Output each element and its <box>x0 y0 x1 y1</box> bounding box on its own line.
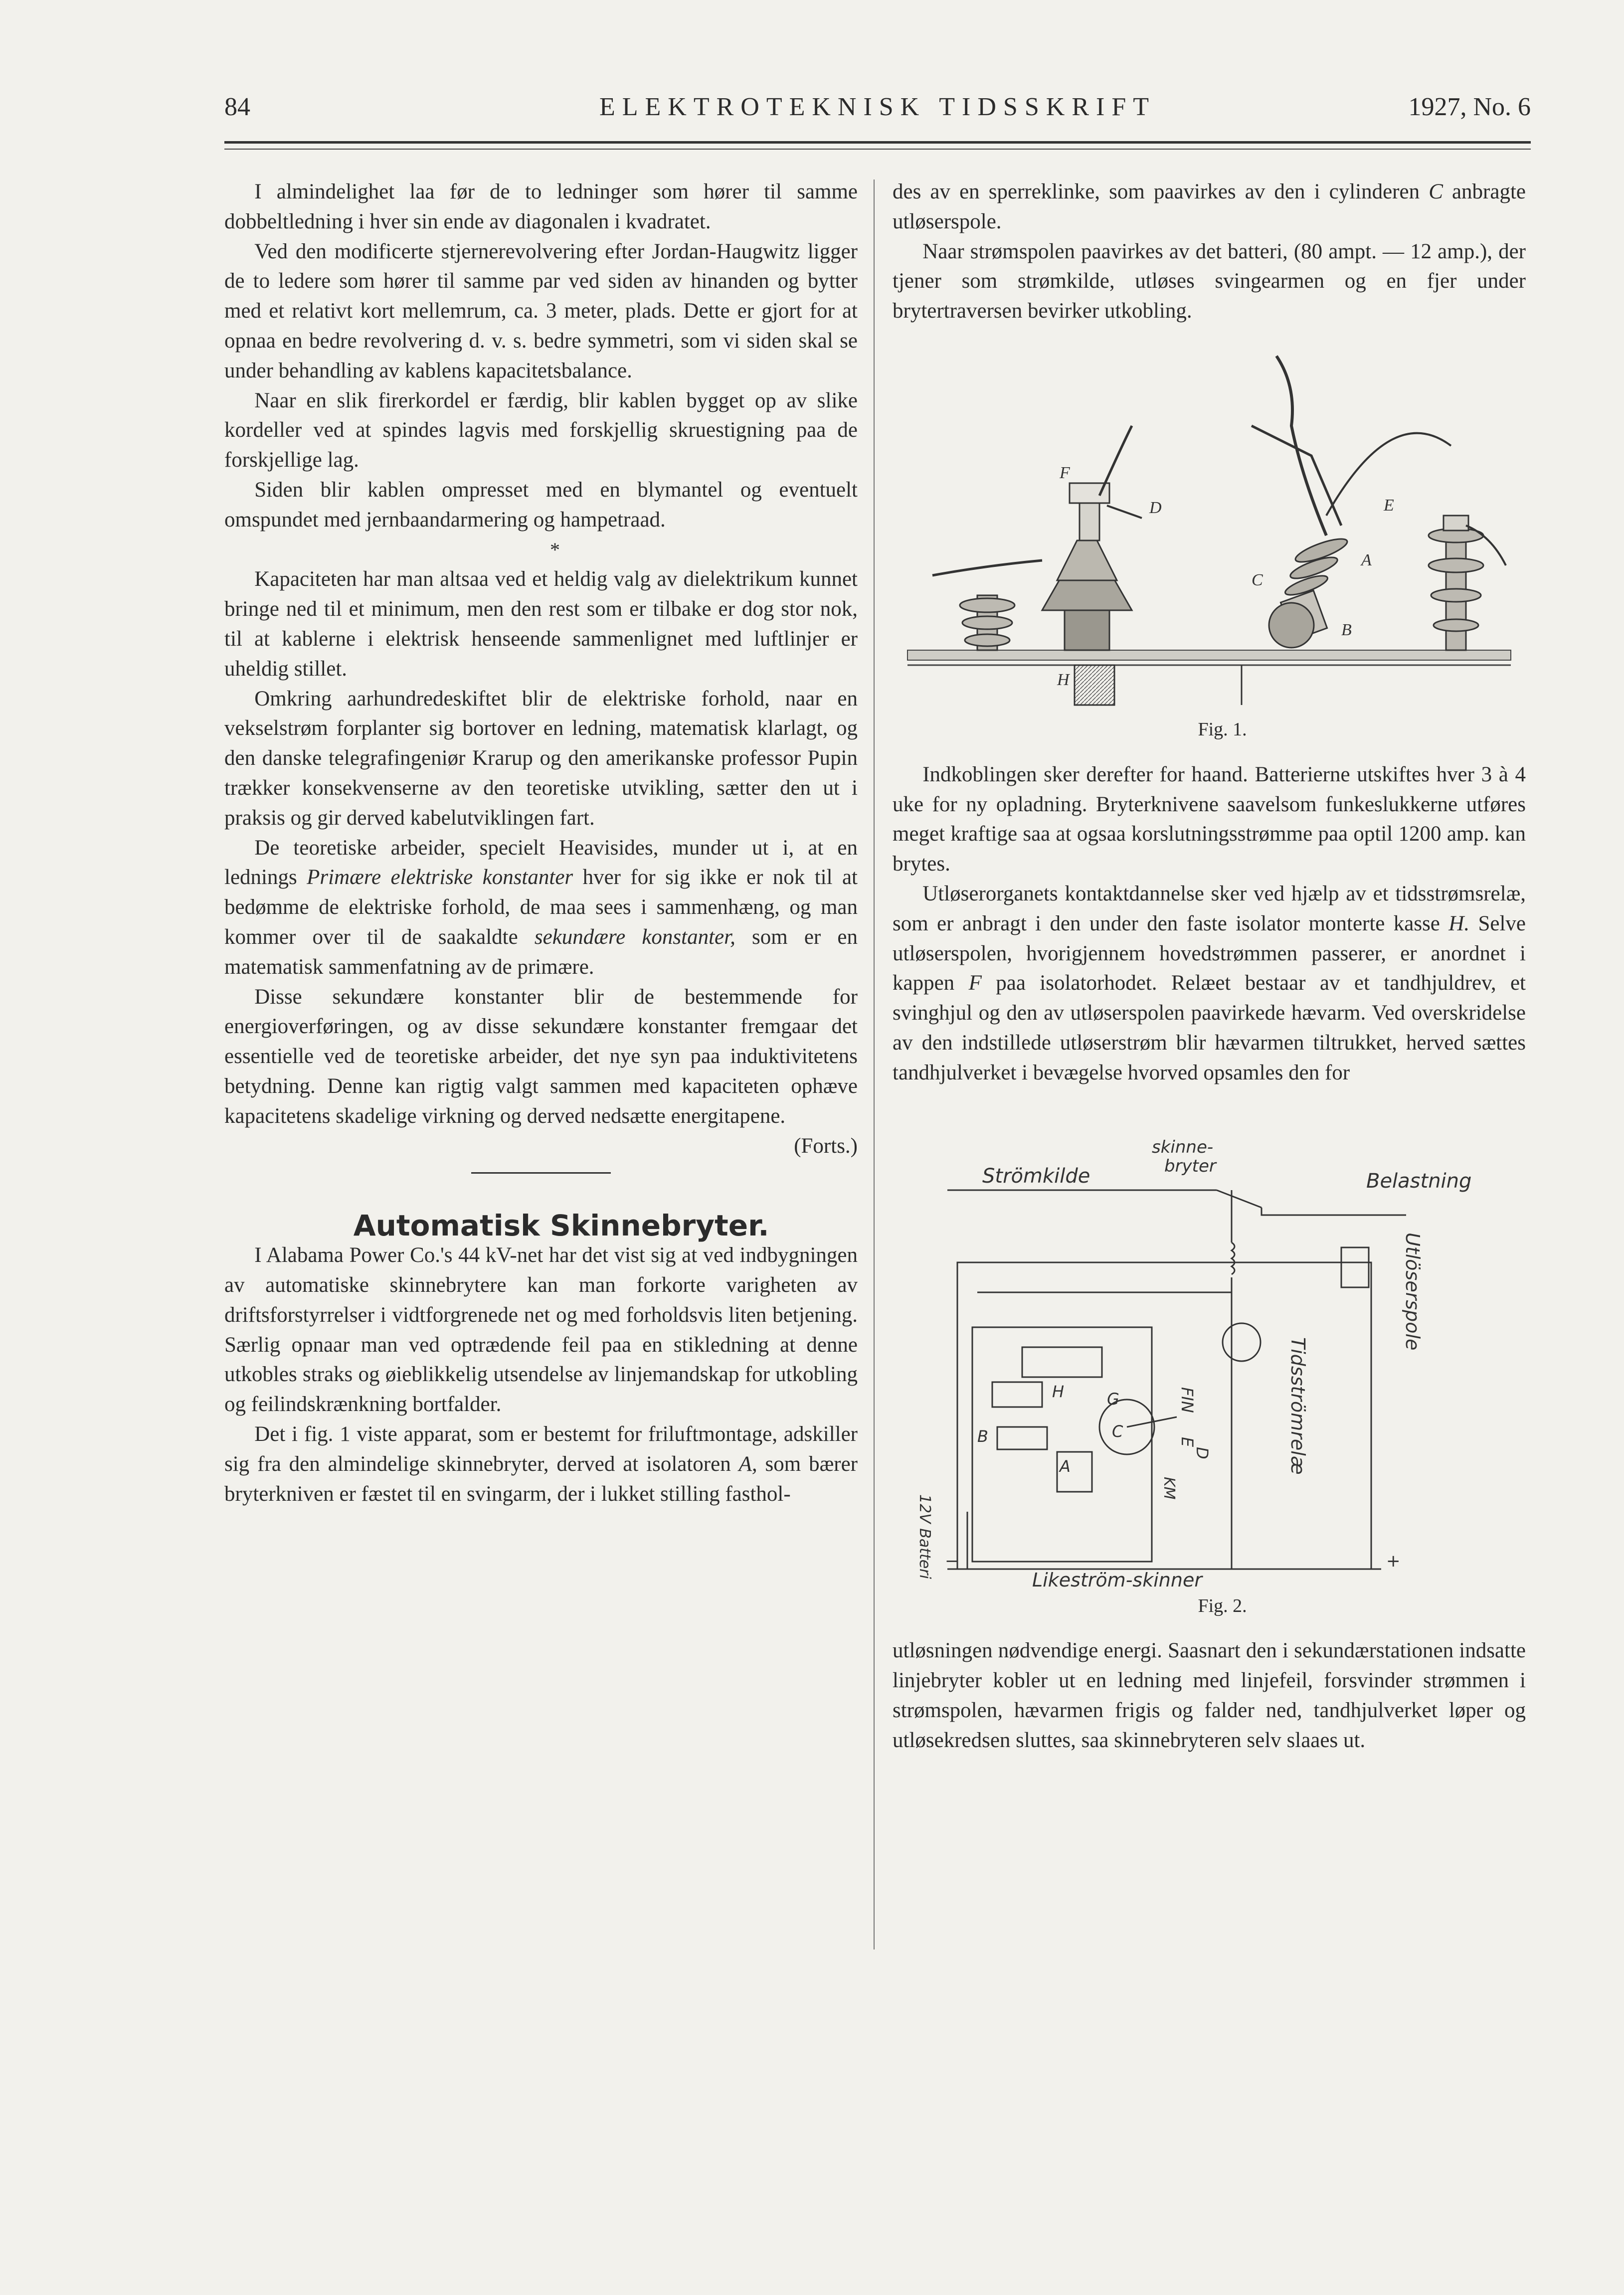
fig2-label-b: B <box>977 1426 988 1446</box>
fig2-label-stromkilde: Strömkilde <box>982 1164 1090 1188</box>
figure-1 <box>893 326 1526 745</box>
paragraph <box>893 879 1526 1088</box>
paragraph <box>893 177 1526 237</box>
fig2-label-belastning: Belastning <box>1366 1169 1472 1193</box>
fig2-label-utloserspole: Utlöserspole <box>1402 1232 1424 1350</box>
fig1-label-c: C <box>1252 570 1263 589</box>
fig2-label-likestrom: Likeström-skinner <box>1032 1569 1202 1591</box>
fig2-label-batteri: 12V Batteri <box>916 1494 933 1579</box>
figure-1-caption: Fig. 1. <box>1198 718 1247 740</box>
paragraph: Omkring aarhundredeskiftet blir de elektriske forhold, naar en vekselstrøm forplanter sig bortover en ledning, matematisk klarlagt, og den danske telegrafingeniør Krarup og den amerikanske professor Pupin trækker konsekvenserne av den teoretiske utvikling, sætter den ut i praksis og gir derved kabelutviklingen fart. <box>224 687 858 830</box>
paragraph: Naar strømspolen paavirkes av det batteri, (80 ampt. — 12 amp.), der tjener som strømkilde, utløses svingearmen og en fjer under brytertraversen bevirker utkobling. <box>893 239 1526 323</box>
emphasis: Primære elektriske konstanter <box>307 866 573 889</box>
paragraph <box>224 982 858 1158</box>
issue-number: 1927, No. 6 <box>1408 93 1531 121</box>
column-divider <box>874 179 875 1949</box>
header-rule-thin <box>224 149 1531 150</box>
paragraph: utløsningen nødvendige energi. Saasnart den i sekundærstationen indsatte linjebryter kobler ut en ledning med linjefeil, forsvinder strømmen i strømspolen, hævarmen frigis og falder ned, tandhjulverket løper og utløsekredsen sluttes, saa skinnebryteren selv slaaes ut. <box>893 1639 1526 1752</box>
fig2-label-a: A <box>1060 1456 1071 1476</box>
fig2-label-skinne: skinne- <box>1152 1137 1214 1157</box>
header-rule-thick <box>224 141 1531 144</box>
emphasis: sekundære konstanter, <box>534 925 735 949</box>
text-run: des av en sperreklinke, som paavirkes av den i cylinderen <box>893 180 1429 203</box>
section-asterisk: * <box>550 538 560 561</box>
article-headline: Automatisk Skinnebryter. <box>353 1208 769 1242</box>
section-rule <box>471 1172 611 1174</box>
fig1-label-f: F <box>1060 463 1070 482</box>
text-run: hver for sig ikke er nok til at bedømme de elektriske forhold, de maa sees i sammenhæng, og man kommer over til de saakaldte <box>224 866 858 949</box>
text-run: Utløserorganets kontaktdannelse sker ved hjælp av et tidsstrømsrelæ, som er anbragt i den under den faste isolator monterte kasse <box>893 882 1526 935</box>
emphasis: C <box>1429 180 1443 203</box>
fig2-label-plus: + <box>1386 1551 1401 1571</box>
paragraph: I Alabama Power Co.'s 44 kV-net har det vist sig at ved indbygningen av automatiske skinnebrytere kan man forkorte varigheten av driftsforstyrrelser i vidtforgrenede net og med forholdsvis liten betjening. Særlig opnaar man ved optrædende feil paa en stikledning at denne utkobles straks og øieblikkelig utsendelse av linjemandskap for utkobling og feilindskrænkning bortfalder. <box>224 1243 858 1416</box>
figure-2-caption: Fig. 2. <box>1198 1595 1247 1616</box>
left-column <box>224 177 858 1509</box>
fig2-label-bryter: bryter <box>1164 1156 1216 1176</box>
text-run: anbragte utløserspole. <box>893 180 1526 233</box>
figure-2-circuit-diagram <box>893 1128 1526 1591</box>
emphasis: F <box>968 971 982 995</box>
figure-2 <box>893 1128 1526 1621</box>
journal-title: ELEKTROTEKNISK TIDSSKRIFT <box>599 93 1156 121</box>
paragraph <box>224 833 858 982</box>
emphasis: A, <box>738 1452 757 1476</box>
page-header <box>224 92 1531 127</box>
fig1-label-b: B <box>1341 620 1352 639</box>
text-run: Disse sekundære konstanter blir de bestemmende for energioverføringen, og av disse sekundære konstanter fremgaar det essentielle ved de teoretiske arbeider, det nye syn paa induktivitetens betydning. Denne kan rigtig valgt sammen med kapaciteten ophæve kapacitetens skadelige virkning og derved nedsætte energitapene. <box>224 985 858 1128</box>
fig1-label-e: E <box>1384 496 1394 515</box>
spacer <box>893 745 1526 760</box>
fig2-label-e: E <box>1178 1436 1197 1447</box>
emphasis: H. <box>1448 911 1470 935</box>
text-run: Selve utløserspolen, hvorigjennem hovedstrømmen passerer, er anordnet i kappen <box>893 911 1526 995</box>
fig1-label-d: D <box>1149 498 1162 517</box>
spacer <box>893 1621 1526 1636</box>
fig2-label-g: G <box>1107 1389 1119 1409</box>
fig1-label-a: A <box>1361 550 1372 569</box>
fig2-label-h: H <box>1052 1382 1065 1401</box>
fig2-label-c: C <box>1112 1421 1123 1441</box>
fig2-label-tidsstromrele: Tidsströmrelæ <box>1287 1337 1309 1475</box>
paragraph: Siden blir kablen ompresset med en blymantel og eventuelt omspundet med jernbaandarmering og hampetraad. <box>224 478 858 531</box>
paragraph: Naar en slik firerkordel er færdig, blir kablen bygget op av slike kordeller ved at spindes lagvis med forskjellig skruestigning paa de forskjellige lag. <box>224 388 858 472</box>
fig2-label-minus: − <box>945 1551 959 1571</box>
fig2-label-d: D <box>1193 1446 1212 1459</box>
paragraph <box>224 1419 858 1509</box>
text-run: De teoretiske arbeider, specielt Heavisides, munder ut i, at en lednings <box>224 836 858 889</box>
paragraph: Ved den modificerte stjernerevolvering efter Jordan-Haugwitz ligger de to ledere som hører til samme par ved siden av hinanden og bytter med et relativt kort mellemrum, ca. 3 meter, plads. Dette er gjort for at opnaa en bedre revolvering d. v. s. bedre symmetri, som vi siden skal se under behandling av kablens kapacitetsbalance. <box>224 239 858 382</box>
text-run: som bærer bryterkniven er fæstet til en svingarm, der i lukket stilling fasthol- <box>224 1452 858 1506</box>
text-run: paa isolatorhodet. Relæet bestaar av et tandhjuldrev, et svinghjul og den av utløserspolen paavirkede hævarm. Ved overskridelse av den indstillede utløserstrøm blir hævarmen tiltrukket, herved sættes tandhjulverket i bevægelse hvorved opsamles den for <box>893 971 1526 1084</box>
fig2-label-fin: FIN <box>1178 1387 1197 1413</box>
figure-1-drawing <box>893 326 1526 715</box>
fig2-label-km: KM <box>1160 1476 1178 1500</box>
text-run: som er en matematisk sammenfatning av de primære. <box>224 925 858 979</box>
right-column <box>893 177 1526 1756</box>
fig1-label-h: H <box>1057 670 1070 689</box>
text-run: Det i fig. 1 viste apparat, som er bestemt for friluftmontage, adskiller sig fra den almindelige skinnebryter, derved at isolatoren <box>224 1422 858 1476</box>
continued-note: (Forts.) <box>794 1134 858 1158</box>
paragraph: I almindelighet laa før de to ledninger som hører til samme dobbeltledning i hver sin ende av diagonalen i kvadratet. <box>224 180 858 233</box>
page-number: 84 <box>224 93 250 121</box>
paragraph: Kapaciteten har man altsaa ved et heldig valg av dielektrikum kunnet bringe ned til et minimum, men den rest som er tilbake er dog stor nok, til at kablerne i elektrisk henseende sammenlignet med luftlinjer er uheldig stillet. <box>224 567 858 681</box>
paragraph: Indkoblingen sker derefter for haand. Batterierne utskiftes hver 3 à 4 uke for ny opladning. Bryterknivene saavelsom funkeslukkerne utføres meget kraftige saa at ogsaa korslutningsstrømme paa optil 1200 amp. kan brytes. <box>893 762 1526 876</box>
